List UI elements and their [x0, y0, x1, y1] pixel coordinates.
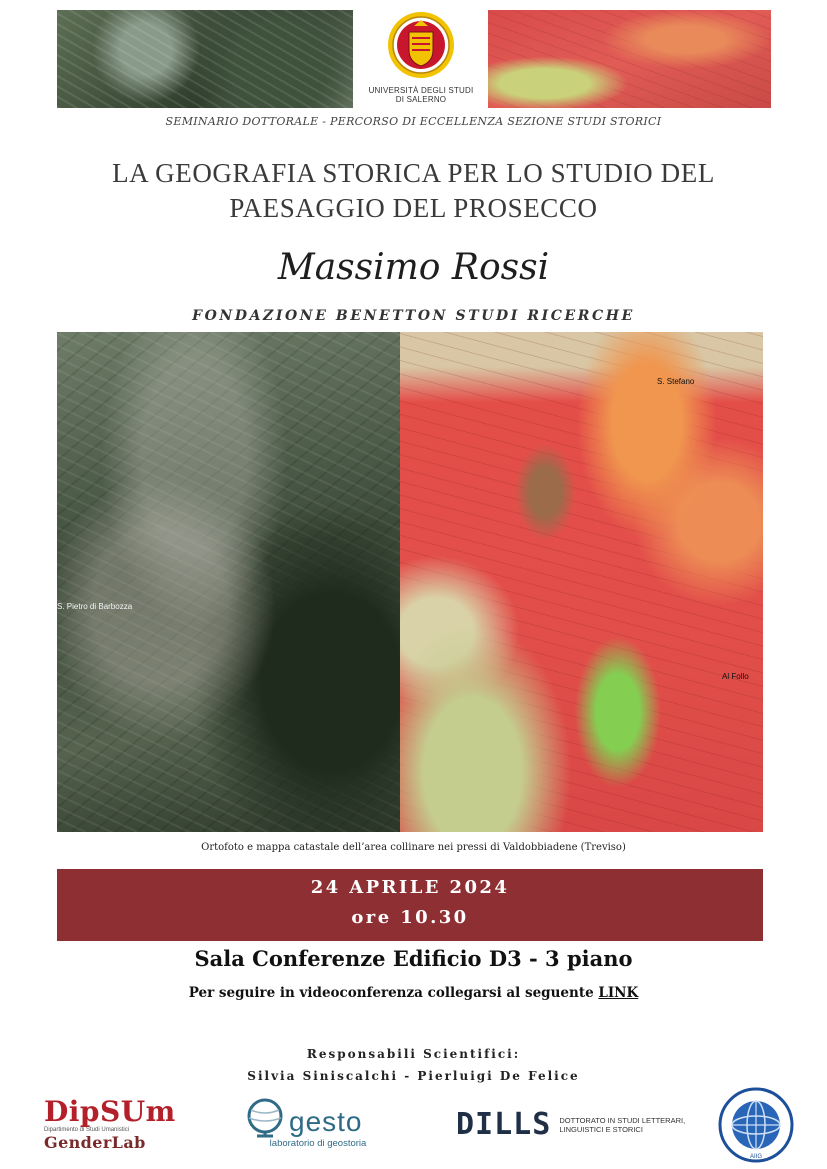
- seminar-label: SEMINARIO DOTTORALE - PERCORSO DI ECCELLENZA SEZIONE STUDI STORICI: [165, 115, 662, 128]
- dipsum-subtitle: Dipartimento di Studi Umanistici: [44, 1127, 130, 1133]
- header-cadastral-map: [488, 10, 771, 108]
- dipsum-genderlab-logo: [44, 1097, 184, 1163]
- responsabili-label: Responsabili Scientifici:: [306, 1047, 521, 1061]
- globe-icon: [243, 1098, 289, 1138]
- orthophoto-image: [57, 332, 400, 832]
- title-line-2: PAESAGGIO DEL PROSECCO: [229, 193, 598, 223]
- page-title: [60, 156, 767, 226]
- dills-subtitle-line2: LINGUISTICI E STORICI: [559, 1124, 643, 1134]
- gesto-wordmark: gesto: [289, 1106, 363, 1137]
- dills-subtitle-line1: DOTTORATO IN STUDI LETTERARI,: [559, 1115, 686, 1125]
- gesto-subtitle: laboratorio di geostoria: [269, 1138, 367, 1149]
- dills-wordmark: DILLS: [456, 1107, 552, 1142]
- aiig-logo: [716, 1087, 796, 1165]
- video-conference-text: Per seguire in videoconferenza collegarsi al seguente: [188, 985, 594, 1001]
- figure-caption: Ortofoto e mappa catastale dell’area collinare nei pressi di Valdobbiadene (Treviso): [201, 842, 626, 853]
- speaker-affiliation: FONDAZIONE BENETTON STUDI RICERCHE: [192, 308, 635, 324]
- responsabili-names: Silvia Siniscalchi - Pierluigi De Felice: [247, 1069, 580, 1083]
- gesto-logo: [243, 1098, 393, 1164]
- dipsum-wordmark: DipSUm: [44, 1095, 176, 1128]
- university-name-line2: DI SALERNO: [395, 95, 447, 104]
- speaker-name: Massimo Rossi: [277, 247, 550, 288]
- video-conference-line: [0, 985, 827, 1001]
- map-label-al-follo: Al Follo: [722, 672, 749, 681]
- header-aerial-photo: [57, 10, 353, 108]
- map-label-s-pietro: S. Pietro di Barbozza: [57, 602, 133, 611]
- university-name-line1: UNIVERSITÀ DEGLI STUDI: [368, 86, 474, 95]
- university-logo: [368, 10, 474, 112]
- university-name: [368, 86, 474, 104]
- title-line-1: LA GEOGRAFIA STORICA PER LO STUDIO DEL: [112, 158, 715, 188]
- dills-subtitle: [559, 1116, 685, 1134]
- event-venue: Sala Conferenze Edificio D3 - 3 piano: [194, 946, 633, 971]
- university-seal-icon: [368, 10, 474, 82]
- event-date: 24 APRILE 2024: [310, 877, 510, 898]
- map-label-s-stefano: S. Stefano: [657, 377, 695, 386]
- video-conference-link[interactable]: LINK: [598, 985, 639, 1001]
- genderlab-wordmark: GenderLab: [44, 1133, 146, 1152]
- dills-logo: [456, 1107, 686, 1153]
- aiig-globe-icon: [716, 1087, 796, 1165]
- cadastral-map-image: [400, 332, 763, 832]
- aiig-label: AIIG: [749, 1154, 763, 1160]
- event-time: ore 10.30: [351, 907, 469, 928]
- date-band: [57, 869, 763, 941]
